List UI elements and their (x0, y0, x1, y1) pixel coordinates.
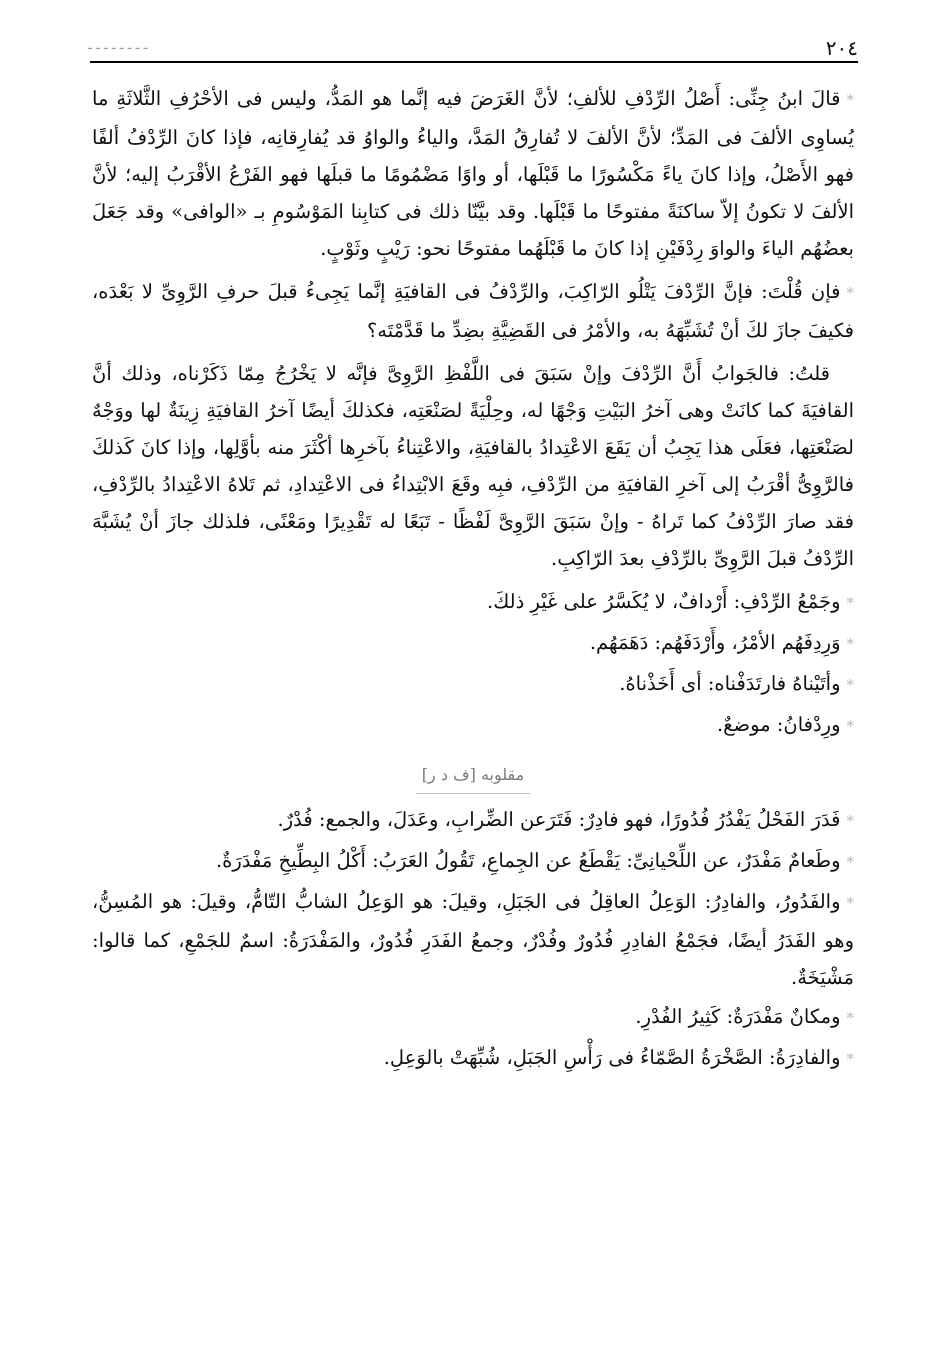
paragraph-makan (92, 998, 854, 1037)
paragraph-star-icon: * (846, 1050, 854, 1068)
page-number: ٢٠٤ (825, 36, 858, 60)
running-head: ـ ـ ـ ـ ـ ـ ـ ـ (88, 38, 148, 53)
paragraph-alfadira (92, 1039, 854, 1078)
page-body (92, 80, 854, 1080)
header-rule (90, 61, 858, 63)
paragraph-mafdar (92, 842, 854, 881)
paragraph-star-icon: * (846, 91, 854, 109)
paragraph-text: وجَمْعُ الرِّدْفِ: أَرْدافٌ، لا يُكَسَّرُ على غَيْرِ ذلكَ. (487, 590, 841, 613)
paragraph-plural (92, 583, 854, 622)
paragraph-star-icon: * (846, 894, 854, 912)
paragraph-answer (92, 355, 854, 577)
paragraph-radifahum (92, 624, 854, 663)
paragraph-text: ورِدْفانُ: موضعٌ. (716, 713, 841, 736)
paragraph-irtadafnahu (92, 665, 854, 704)
paragraph-ridfan (92, 706, 854, 745)
page-header (88, 30, 858, 64)
paragraph-text: والفَدُورُ، والفادِرُ: الوَعِلُ العاقِلُ فى الجَبَلِ، وقيلَ: هو الوَعِلُ الشابُّ التّامُّ، وقيلَ: هو المُسِنُّ، وهو الفَدَرُ أيضًا، فجَمْعُ الفادِرِ فُدُورٌ وفُدْرٌ، وجمعُ الفَدَرِ فُدُورٌ، والمَفْدَرَةُ: اسمٌ للجَمْعِ، كما قالوا: مَشْيَخَةٌ. (92, 890, 854, 989)
paragraph-text: وَرِدِفَهُم الأمْرُ، وأَرْدَفَهُم: دَهَمَهُم. (589, 631, 841, 654)
paragraph-text: قالَ ابنُ جِنِّى: أَصْلُ الرِّدْفِ للألفِ؛ لأنَّ الغَرَضَ فيه إنَّما هو المَدُّ، وليس فى الأحْرُفِ الثَّلاثَةِ ما يُساوِى الألفَ فى المَدِّ؛ لأنَّ الألفَ لا تُفارِقُ المَدَّ، والياءُ والواوُ قد يُفارِقانِه، فإذا كانَ الرِّدْفُ ألفًا فهو الأَصْلُ، وإذا كانَ ياءً مَكْسُورًا ما قَبْلَها، أو واوًا مَضْمُومًا ما قبلَها فهو الفَرْعُ الأقْرَبُ إليه؛ لأنَّ الألفَ لا تكونُ إلاّ ساكنَةً مفتوحًا ما قَبْلَها. وقد بيَّنّا ذلك فى كتابِنا المَوْسُومِ بـ «الوافى» وقد جَعَلَ بعضُهُم الياءَ والواوَ رِدْفَيْنِ إذا كانَ ما قَبْلَهُما مفتوحًا نحو: رَيْبٍ وثَوْبٍ. (92, 87, 854, 260)
paragraph-star-icon: * (846, 1009, 854, 1027)
paragraph-text: فإن قُلْتَ: فإنَّ الرِّدْفَ يَتْلُو الرّاكِبَ، والرِّدْفُ فى القافيَةِ إنَّما يَجِىءُ قبلَ حرفِ الرَّوِىِّ لا بَعْدَه، فكيفَ جازَ لكَ أنْ تُشَبِّهَهُ به، والأمْرُ فى القَضِيَّةِ بضِدِّ ما قَدَّمْتَه؟ (92, 280, 854, 342)
paragraph-star-icon: * (846, 594, 854, 612)
paragraph-star-icon: * (846, 284, 854, 302)
paragraph-text: وأتَيْناهُ فارتَدَفْناه: أى أَخَذْناهُ. (619, 672, 841, 695)
paragraph-star-icon: * (846, 676, 854, 694)
paragraph-question (92, 273, 854, 349)
paragraph-text: وطَعامٌ مَفْدَرٌ، عن اللِّحْيانِىِّ: يَقْطَعُ عن الجِماعِ، تَقُولُ العَرَبُ: أَكْلُ البِطِّيخِ مَفْدَرَةٌ. (215, 849, 841, 872)
paragraph-fadara (92, 801, 854, 840)
paragraph-star-icon: * (846, 717, 854, 735)
paragraph-alfadur (92, 883, 854, 996)
paragraph-text: قلتُ: فالجَوابُ أَنَّ الرِّدْفَ وإنْ سَبَقَ فى اللَّفْظِ الرَّوِىَّ فإنَّه لا يَخْرُجُ مِمّا ذَكَرْناه، وذلك أنَّ القافيَةَ كما كانَتْ وهى آخرُ البَيْتِ وَجْهًا له، وحِلْيَةً لصَنْعَتِه، فكذلكَ أيضًا آخرُ القافيَةِ زِينَةٌ لها ووَجْهٌ لصَنْعَتِها، فعَلَى هذا يَجِبُ أن يَقَعَ الاعْتِدادُ بالقافيَةِ، والاعْتِناءُ بآخرِها أكْثَرَ منه بأوَّلِها، وإذا كانَ كَذلكَ فالرَّوِىُّ أقْرَبُ إلى آخرِ القافيَةِ من الرِّدْفِ، فبِه وقَعَ الابْتِداءُ فى الاعْتِدادِ، ثم تَلاهُ الاعْتِدادُ بالرِّدْفِ، فقد صارَ الرِّدْفُ كما تَراهُ - وإنْ سَبَقَ الرَّوِىَّ لَفْظًا - تَبَعًا له تَقْدِيرًا ومَعْنًى، فلذلك جازَ أنْ يُشَبَّهَ الرِّدْفُ قبلَ الرَّوِىِّ بالرِّدْفِ بعدَ الرّاكِبِ. (92, 362, 854, 570)
paragraph-text: فَدَرَ الفَحْلُ يَفْدُرُ فُدُورًا، فهو فادِرٌ: فَتَرَعن الضِّرابِ، وعَدَلَ، والجمع: فُدْرٌ. (277, 808, 841, 831)
entry-heading-text: مقلوبه [ف د ر] (416, 756, 530, 794)
entry-heading (92, 755, 854, 789)
paragraph-star-icon: * (846, 853, 854, 871)
paragraph-text: والفادِرَةُ: الصَّخْرَةُ الصَّمّاءُ فى رَأْسِ الجَبَلِ، شُبِّهَتْ بالوَعِلِ. (383, 1046, 841, 1069)
paragraph-ibn-jinni (92, 80, 854, 267)
paragraph-text: ومكانٌ مَفْدَرَةٌ: كَثِيرُ الفُدْرِ. (635, 1005, 841, 1028)
paragraph-star-icon: * (846, 812, 854, 830)
paragraph-star-icon: * (846, 635, 854, 653)
